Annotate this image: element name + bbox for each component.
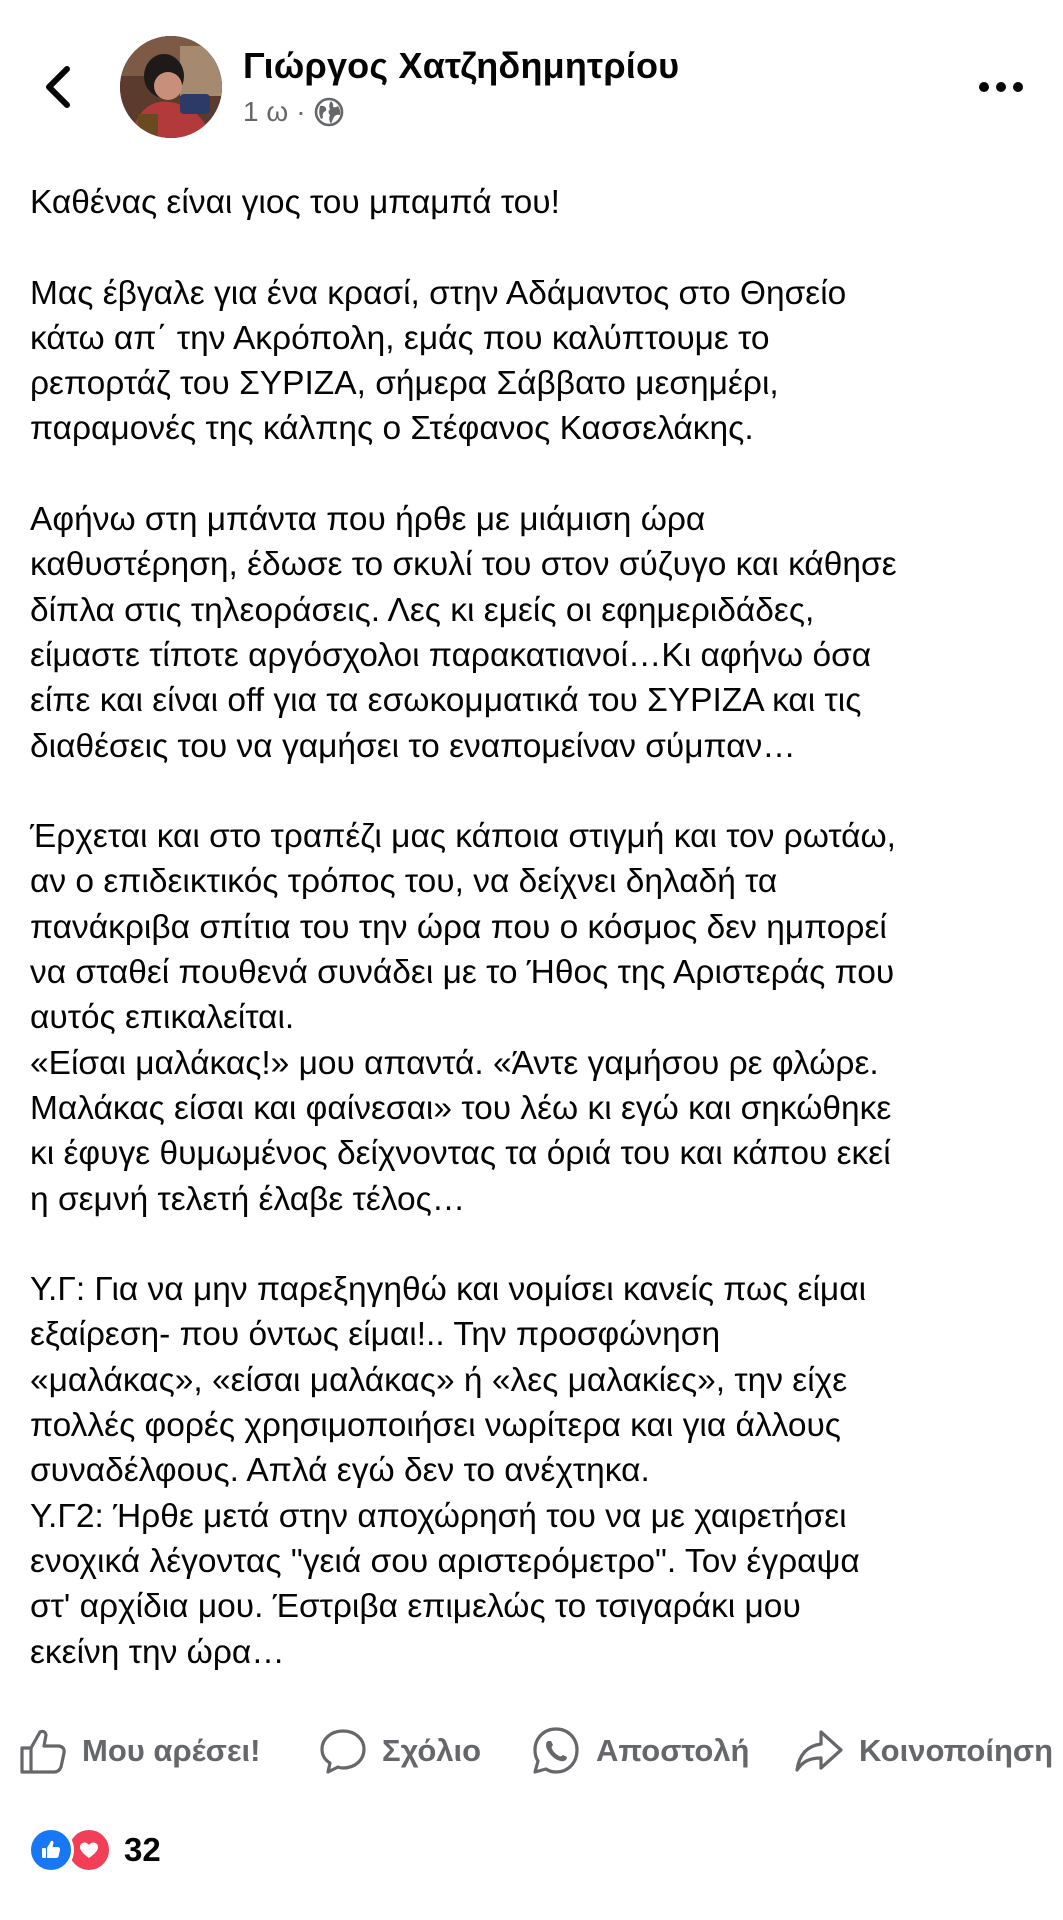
meta-separator: · [296, 96, 306, 127]
post-meta [243, 96, 344, 128]
reaction-count: 32 [124, 1831, 161, 1868]
post-text-line: παραμονές της κάλπης ο Στέφανος Κασσελάκης. [30, 410, 754, 448]
post-text-line: «μαλάκας», «είσαι μαλάκας» ή «λες μαλακίες», την είχε [30, 1361, 848, 1399]
paragraph-gap [30, 769, 1060, 814]
share-icon [793, 1726, 845, 1776]
post-text-line: Αφήνω στη μπάντα που ήρθε με μιάμιση ώρα [30, 501, 706, 539]
avatar[interactable] [120, 36, 222, 138]
post-text-line: διαθέσεις του να γαμήσει το εναπομείναν σύμπαν… [30, 727, 796, 765]
post-text-line: ενοχικά λέγοντας "γειά σου αριστερόμετρο". Τον έγραψα [30, 1542, 860, 1580]
more-dot [979, 82, 989, 92]
post-text-line: «Είσαι μαλάκας!» μου απαντά. «Άντε γαμήσου ρε φλώρε. [30, 1044, 879, 1082]
post-text-line: Υ.Γ2: Ήρθε μετά στην αποχώρησή του να με χαιρετήσει [30, 1497, 847, 1535]
like-label: Μου αρέσει! [82, 1733, 261, 1768]
post-text-line: ρεπορτάζ του ΣΥΡΙΖΑ, σήμερα Σάββατο μεσημέρι, [30, 365, 779, 403]
author-name[interactable]: Γιώργος Χατζηδημητρίου [243, 45, 680, 86]
post-text-line: δίπλα στις τηλεοράσεις. Λες κι εμείς οι εφημεριδάδες, [30, 591, 815, 629]
post-text-line: είπε και είναι off για τα εσωκομματικά του ΣΥΡΙΖΑ και τις [30, 682, 862, 720]
post-text-line: Μαλάκας είσαι και φαίνεσαι» του λέω κι εγώ και σηκώθηκε [30, 1089, 892, 1127]
thumbs-up-glyph [39, 1838, 63, 1862]
post-text-line: Έρχεται και στο τραπέζι μας κάποια στιγμή και τον ρωτάω, [30, 818, 896, 856]
globe-icon [314, 97, 344, 127]
post-time[interactable]: 1 ω [243, 96, 289, 127]
thumbs-up-icon [18, 1726, 68, 1776]
post-text-line: να σταθεί πουθενά συνάδει με το Ήθος της Αριστεράς που [30, 954, 895, 992]
post-text-line: καθυστέρηση, έδωσε το σκυλί του στον σύζυγο και κάθησε [30, 546, 897, 584]
paragraph-gap [30, 1222, 1060, 1267]
post-text-line: Υ.Γ: Για να μην παρεξηγηθώ και νομίσει κανείς πως είμαι [30, 1271, 867, 1309]
avatar-photo [120, 36, 222, 138]
more-dot [996, 82, 1006, 92]
post-text-line: κι έφυγε θυμωμένος δείχνοντας τα όριά του και κάπου εκεί [30, 1135, 891, 1173]
heart-glyph [77, 1838, 101, 1862]
share-button[interactable] [793, 1716, 1053, 1786]
comment-label: Σχόλιο [382, 1733, 482, 1768]
post-text-line: πανάκριβα σπίτια του την ώρα που ο κόσμος δεν ημπορεί [30, 908, 887, 946]
post-text-line: είμαστε τίποτε αργόσχολοι παρακατιανοί…Κι αφήνω όσα [30, 636, 872, 674]
chevron-left-icon [43, 65, 73, 109]
post-text-line: Μας έβγαλε για ένα κρασί, στην Αδάμαντος στο Θησείο [30, 274, 847, 312]
send-label: Αποστολή [596, 1733, 750, 1768]
paragraph-gap [30, 452, 1060, 497]
action-bar [0, 1716, 1063, 1786]
reactions-summary[interactable] [28, 1825, 161, 1875]
comment-icon [318, 1726, 368, 1776]
post-text-line: Καθένας είναι γιος του μπαμπά του! [30, 184, 560, 221]
post-header [0, 0, 1063, 160]
more-options-button[interactable] [979, 80, 1023, 94]
send-button[interactable] [530, 1716, 750, 1786]
post-text-line: εξαίρεση- που όντως είμαι!.. Την προσφώνηση [30, 1316, 721, 1354]
comment-button[interactable] [318, 1716, 481, 1786]
like-icon [28, 1827, 74, 1873]
share-label: Κοινοποίηση [859, 1733, 1054, 1768]
post-text-line: εκείνη την ώρα… [30, 1633, 285, 1671]
post-text [30, 180, 1060, 1675]
back-button[interactable] [38, 62, 78, 112]
post-text-line: στ' αρχίδια μου. Έστριβα επιμελώς το τσιγαράκι μου [30, 1588, 801, 1626]
whatsapp-icon [530, 1725, 582, 1777]
post-text-line: συναδέλφους. Απλά εγώ δεν το ανέχτηκα. [30, 1452, 650, 1490]
paragraph-gap [30, 225, 1060, 270]
post-text-line: πολλές φορές χρησιμοποιήσει νωρίτερα και για άλλους [30, 1407, 841, 1445]
like-button[interactable] [18, 1716, 261, 1786]
more-dot [1013, 82, 1023, 92]
post-text-line: αυτός επικαλείται. [30, 999, 295, 1037]
post-text-line: η σεμνή τελετή έλαβε τέλος… [30, 1180, 466, 1218]
post-text-line: αν ο επιδεικτικός τρόπος του, να δείχνει δηλαδή τα [30, 863, 778, 901]
post-text-line: κάτω απ΄ την Ακρόπολη, εμάς που καλύπτουμε το [30, 319, 770, 357]
